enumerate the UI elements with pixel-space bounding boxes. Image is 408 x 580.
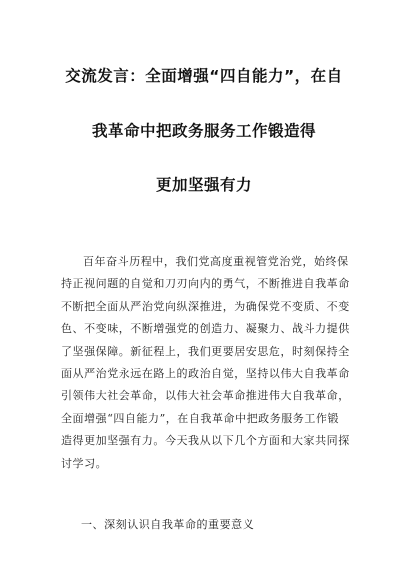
body-line: 造得更加坚强有力。今天我从以下几个方面和大家共同探	[61, 434, 350, 448]
body-line: 了坚强保障。新征程上，我们更要居安思危，时刻保持全	[61, 344, 350, 358]
body-line: 讨学习。	[61, 456, 108, 470]
document-title-line-1: 交流发言：全面增强“四自能力”，在自	[65, 67, 343, 85]
body-line: 引领伟大社会革命，以伟大社会革命推进伟大自我革命，	[61, 389, 350, 403]
document-title-line-2: 我革命中把政务服务工作锻造得	[91, 122, 316, 140]
body-line: 不断把全面从严治党向纵深推进，为确保党不变质、不变	[61, 299, 350, 313]
body-line: 持正视问题的自觉和刀刃向内的勇气，不断推进自我革命	[61, 277, 350, 291]
body-line: 色、不变味，不断增强党的创造力、凝聚力、战斗力提供	[61, 322, 350, 336]
body-paragraph	[61, 251, 350, 475]
body-line: 全面增强“四自能力”，在自我革命中把政务服务工作锻	[61, 411, 339, 425]
document-title-line-3: 更加坚强有力	[155, 176, 252, 194]
body-line: 面从严治党永远在路上的政治自觉，坚持以伟大自我革命	[61, 366, 350, 380]
section-heading: 一、深刻认识自我革命的重要意义	[81, 518, 255, 531]
body-line: 百年奋斗历程中，我们党高度重视管党治党，始终保	[83, 255, 349, 268]
